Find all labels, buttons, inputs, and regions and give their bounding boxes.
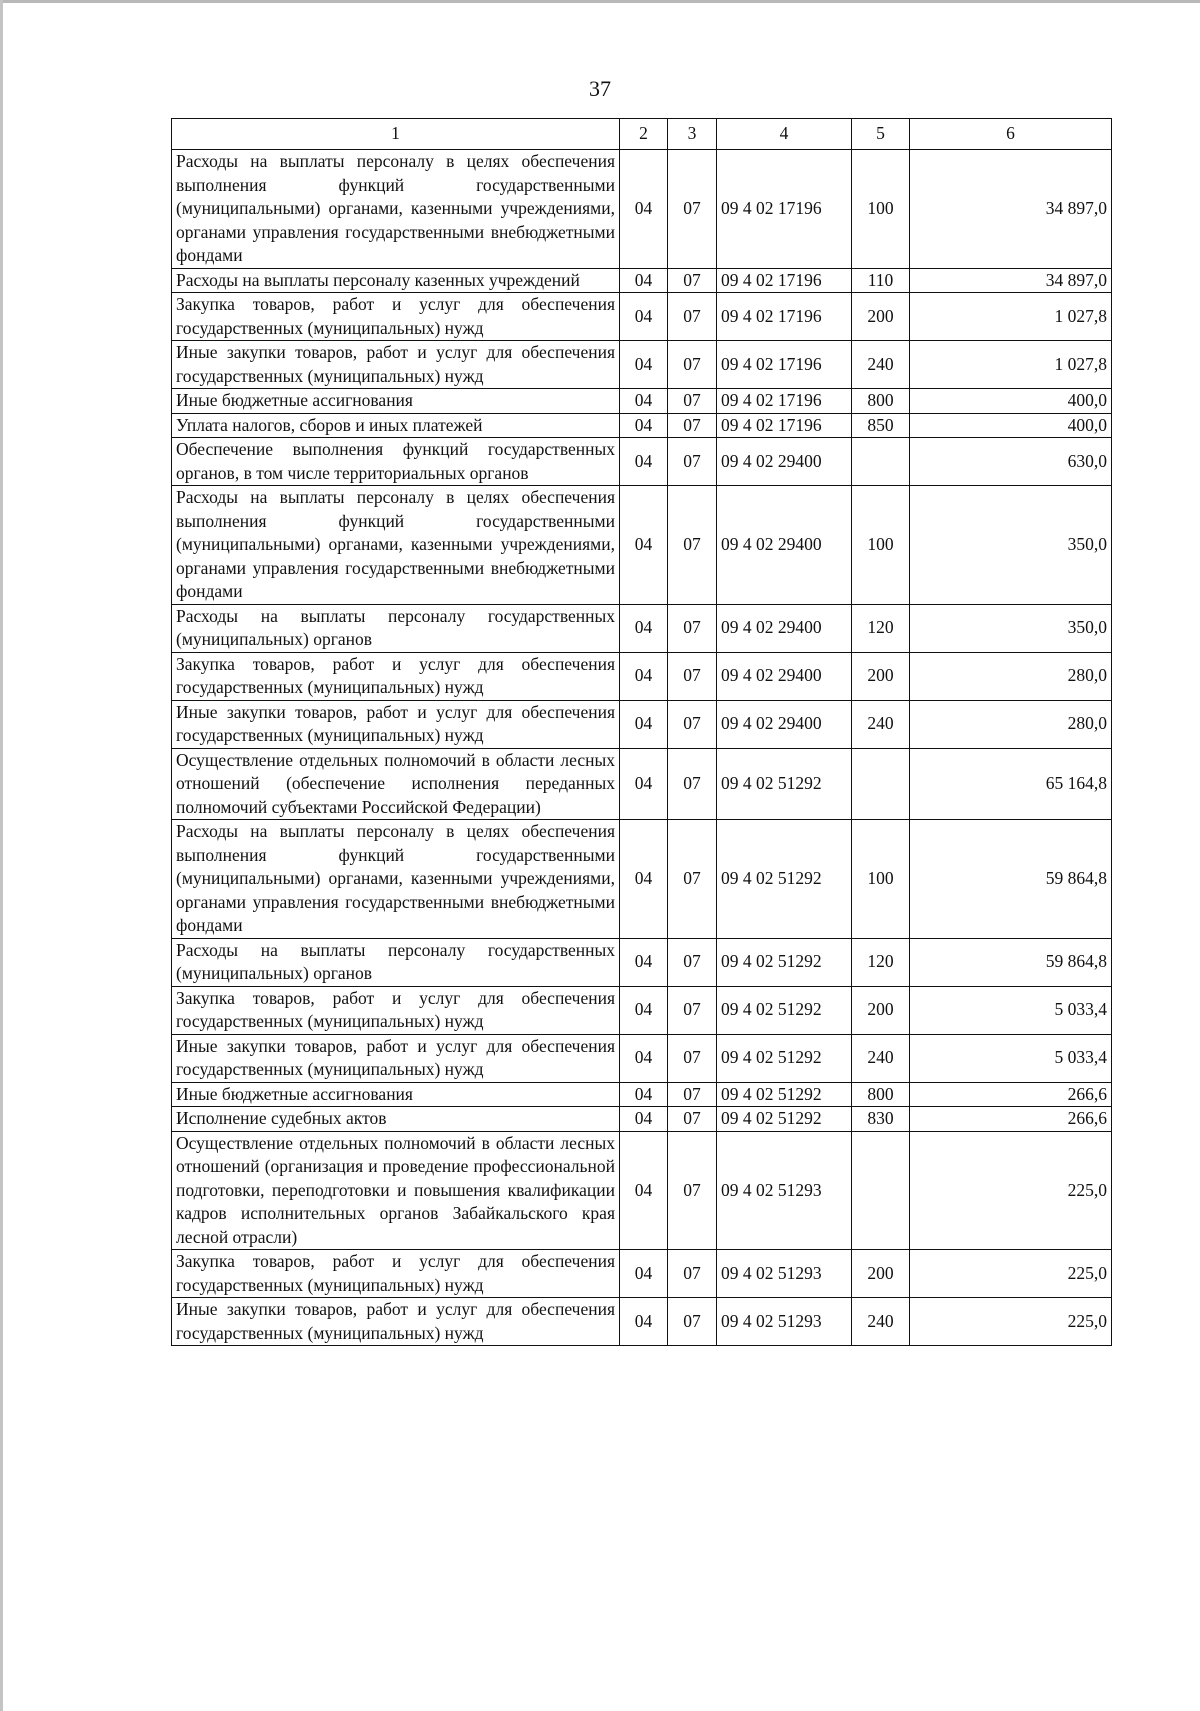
expense-name-cell: Иные бюджетные ассигнования (172, 1082, 620, 1107)
table-row (172, 413, 1112, 438)
expense-type-cell: 100 (852, 486, 910, 605)
table-header-row (172, 119, 1112, 150)
expense-name-cell: Осуществление отдельных полномочий в области лесных отношений (организация и проведение профессиональной подготовки, переподготовки и повышения квалификации кадров исполнительных органов Забайкальского края лесной отрасли) (172, 1131, 620, 1250)
amount-cell: 225,0 (910, 1250, 1112, 1298)
expense-name-cell: Иные бюджетные ассигнования (172, 389, 620, 414)
amount-cell: 266,6 (910, 1107, 1112, 1132)
table-row (172, 1298, 1112, 1346)
amount-cell: 34 897,0 (910, 268, 1112, 293)
expense-type-cell: 240 (852, 1298, 910, 1346)
table-body (172, 119, 1112, 1346)
subsection-code-cell: 07 (668, 700, 717, 748)
table-row (172, 700, 1112, 748)
expense-name-cell: Расходы на выплаты персоналу государственных (муниципальных) органов (172, 938, 620, 986)
target-article-cell: 09 4 02 17196 (717, 341, 852, 389)
scan-edge-top (0, 0, 1200, 3)
table-row (172, 748, 1112, 820)
table-row (172, 389, 1112, 414)
target-article-cell: 09 4 02 17196 (717, 389, 852, 414)
amount-cell: 1 027,8 (910, 341, 1112, 389)
expense-type-cell: 120 (852, 938, 910, 986)
subsection-code-cell: 07 (668, 1131, 717, 1250)
subsection-code-cell: 07 (668, 748, 717, 820)
expense-name-cell: Расходы на выплаты персоналу государственных (муниципальных) органов (172, 604, 620, 652)
expense-type-cell (852, 748, 910, 820)
page-number: 37 (589, 76, 611, 101)
target-article-cell: 09 4 02 51292 (717, 1107, 852, 1132)
amount-cell: 1 027,8 (910, 293, 1112, 341)
expense-name-cell: Закупка товаров, работ и услуг для обеспечения государственных (муниципальных) нужд (172, 293, 620, 341)
target-article-cell: 09 4 02 51292 (717, 986, 852, 1034)
expense-type-cell: 800 (852, 1082, 910, 1107)
column-header: 2 (620, 119, 668, 150)
subsection-code-cell: 07 (668, 486, 717, 605)
expense-name-cell: Иные закупки товаров, работ и услуг для обеспечения государственных (муниципальных) нужд (172, 1034, 620, 1082)
amount-cell: 225,0 (910, 1298, 1112, 1346)
section-code-cell: 04 (620, 986, 668, 1034)
section-code-cell: 04 (620, 389, 668, 414)
amount-cell: 280,0 (910, 700, 1112, 748)
section-code-cell: 04 (620, 1107, 668, 1132)
subsection-code-cell: 07 (668, 293, 717, 341)
amount-cell: 400,0 (910, 389, 1112, 414)
section-code-cell: 04 (620, 820, 668, 939)
expense-type-cell: 120 (852, 604, 910, 652)
expense-type-cell: 110 (852, 268, 910, 293)
table-row (172, 1107, 1112, 1132)
section-code-cell: 04 (620, 1034, 668, 1082)
subsection-code-cell: 07 (668, 150, 717, 269)
target-article-cell: 09 4 02 51292 (717, 1082, 852, 1107)
expense-type-cell: 200 (852, 293, 910, 341)
expense-type-cell (852, 438, 910, 486)
expense-name-cell: Уплата налогов, сборов и иных платежей (172, 413, 620, 438)
expense-type-cell: 850 (852, 413, 910, 438)
target-article-cell: 09 4 02 29400 (717, 652, 852, 700)
expense-type-cell: 200 (852, 1250, 910, 1298)
target-article-cell: 09 4 02 29400 (717, 700, 852, 748)
target-article-cell: 09 4 02 17196 (717, 293, 852, 341)
table-row (172, 438, 1112, 486)
table-row (172, 1082, 1112, 1107)
expense-name-cell: Расходы на выплаты персоналу в целях обеспечения выполнения функций государственными (муниципальными) органами, казенными учреждениями, органами управления государственными внебюджетными фондами (172, 820, 620, 939)
expense-type-cell (852, 1131, 910, 1250)
table-row (172, 150, 1112, 269)
scan-edge-left (0, 0, 3, 1711)
target-article-cell: 09 4 02 51292 (717, 748, 852, 820)
target-article-cell: 09 4 02 51293 (717, 1250, 852, 1298)
amount-cell: 630,0 (910, 438, 1112, 486)
expense-name-cell: Закупка товаров, работ и услуг для обеспечения государственных (муниципальных) нужд (172, 986, 620, 1034)
expense-name-cell: Расходы на выплаты персоналу в целях обеспечения выполнения функций государственными (муниципальными) органами, казенными учреждениями, органами управления государственными внебюджетными фондами (172, 486, 620, 605)
section-code-cell: 04 (620, 700, 668, 748)
subsection-code-cell: 07 (668, 1298, 717, 1346)
expense-type-cell: 800 (852, 389, 910, 414)
target-article-cell: 09 4 02 17196 (717, 150, 852, 269)
table-row (172, 1034, 1112, 1082)
section-code-cell: 04 (620, 1082, 668, 1107)
section-code-cell: 04 (620, 1250, 668, 1298)
column-header: 5 (852, 119, 910, 150)
target-article-cell: 09 4 02 51292 (717, 938, 852, 986)
amount-cell: 59 864,8 (910, 938, 1112, 986)
table-row (172, 293, 1112, 341)
section-code-cell: 04 (620, 438, 668, 486)
table-row (172, 652, 1112, 700)
expense-name-cell: Обеспечение выполнения функций государственных органов, в том числе территориальных органов (172, 438, 620, 486)
target-article-cell: 09 4 02 51293 (717, 1131, 852, 1250)
subsection-code-cell: 07 (668, 1250, 717, 1298)
table-row (172, 1131, 1112, 1250)
expense-type-cell: 200 (852, 986, 910, 1034)
amount-cell: 5 033,4 (910, 1034, 1112, 1082)
expense-name-cell: Закупка товаров, работ и услуг для обеспечения государственных (муниципальных) нужд (172, 1250, 620, 1298)
target-article-cell: 09 4 02 29400 (717, 438, 852, 486)
expense-name-cell: Расходы на выплаты персоналу казенных учреждений (172, 268, 620, 293)
table-row (172, 341, 1112, 389)
subsection-code-cell: 07 (668, 341, 717, 389)
table-row (172, 268, 1112, 293)
target-article-cell: 09 4 02 51292 (717, 1034, 852, 1082)
subsection-code-cell: 07 (668, 986, 717, 1034)
subsection-code-cell: 07 (668, 1034, 717, 1082)
table-row (172, 486, 1112, 605)
expense-name-cell: Исполнение судебных актов (172, 1107, 620, 1132)
section-code-cell: 04 (620, 341, 668, 389)
column-header: 3 (668, 119, 717, 150)
expense-name-cell: Расходы на выплаты персоналу в целях обеспечения выполнения функций государственными (муниципальными) органами, казенными учреждениями, органами управления государственными внебюджетными фондами (172, 150, 620, 269)
expense-type-cell: 830 (852, 1107, 910, 1132)
table-row (172, 938, 1112, 986)
expense-type-cell: 240 (852, 341, 910, 389)
expense-type-cell: 240 (852, 700, 910, 748)
expense-name-cell: Иные закупки товаров, работ и услуг для обеспечения государственных (муниципальных) нужд (172, 700, 620, 748)
target-article-cell: 09 4 02 17196 (717, 268, 852, 293)
amount-cell: 34 897,0 (910, 150, 1112, 269)
amount-cell: 59 864,8 (910, 820, 1112, 939)
amount-cell: 225,0 (910, 1131, 1112, 1250)
subsection-code-cell: 07 (668, 938, 717, 986)
expense-name-cell: Осуществление отдельных полномочий в области лесных отношений (обеспечение исполнения переданных полномочий субъектами Российской Федерации) (172, 748, 620, 820)
subsection-code-cell: 07 (668, 652, 717, 700)
table-row (172, 1250, 1112, 1298)
amount-cell: 266,6 (910, 1082, 1112, 1107)
section-code-cell: 04 (620, 1131, 668, 1250)
subsection-code-cell: 07 (668, 389, 717, 414)
section-code-cell: 04 (620, 486, 668, 605)
amount-cell: 280,0 (910, 652, 1112, 700)
target-article-cell: 09 4 02 29400 (717, 486, 852, 605)
column-header: 4 (717, 119, 852, 150)
expense-type-cell: 100 (852, 150, 910, 269)
table-row (172, 604, 1112, 652)
subsection-code-cell: 07 (668, 438, 717, 486)
subsection-code-cell: 07 (668, 820, 717, 939)
subsection-code-cell: 07 (668, 1107, 717, 1132)
section-code-cell: 04 (620, 1298, 668, 1346)
expense-type-cell: 100 (852, 820, 910, 939)
amount-cell: 65 164,8 (910, 748, 1112, 820)
section-code-cell: 04 (620, 413, 668, 438)
section-code-cell: 04 (620, 293, 668, 341)
subsection-code-cell: 07 (668, 413, 717, 438)
budget-table (171, 118, 1112, 1346)
subsection-code-cell: 07 (668, 268, 717, 293)
expense-name-cell: Закупка товаров, работ и услуг для обеспечения государственных (муниципальных) нужд (172, 652, 620, 700)
section-code-cell: 04 (620, 748, 668, 820)
table-row (172, 820, 1112, 939)
expense-type-cell: 240 (852, 1034, 910, 1082)
section-code-cell: 04 (620, 268, 668, 293)
section-code-cell: 04 (620, 150, 668, 269)
amount-cell: 400,0 (910, 413, 1112, 438)
amount-cell: 5 033,4 (910, 986, 1112, 1034)
expense-name-cell: Иные закупки товаров, работ и услуг для обеспечения государственных (муниципальных) нужд (172, 1298, 620, 1346)
expense-name-cell: Иные закупки товаров, работ и услуг для обеспечения государственных (муниципальных) нужд (172, 341, 620, 389)
subsection-code-cell: 07 (668, 1082, 717, 1107)
column-header: 1 (172, 119, 620, 150)
expense-type-cell: 200 (852, 652, 910, 700)
column-header: 6 (910, 119, 1112, 150)
target-article-cell: 09 4 02 17196 (717, 413, 852, 438)
section-code-cell: 04 (620, 938, 668, 986)
section-code-cell: 04 (620, 604, 668, 652)
amount-cell: 350,0 (910, 604, 1112, 652)
table-row (172, 986, 1112, 1034)
target-article-cell: 09 4 02 51292 (717, 820, 852, 939)
section-code-cell: 04 (620, 652, 668, 700)
amount-cell: 350,0 (910, 486, 1112, 605)
target-article-cell: 09 4 02 29400 (717, 604, 852, 652)
target-article-cell: 09 4 02 51293 (717, 1298, 852, 1346)
subsection-code-cell: 07 (668, 604, 717, 652)
